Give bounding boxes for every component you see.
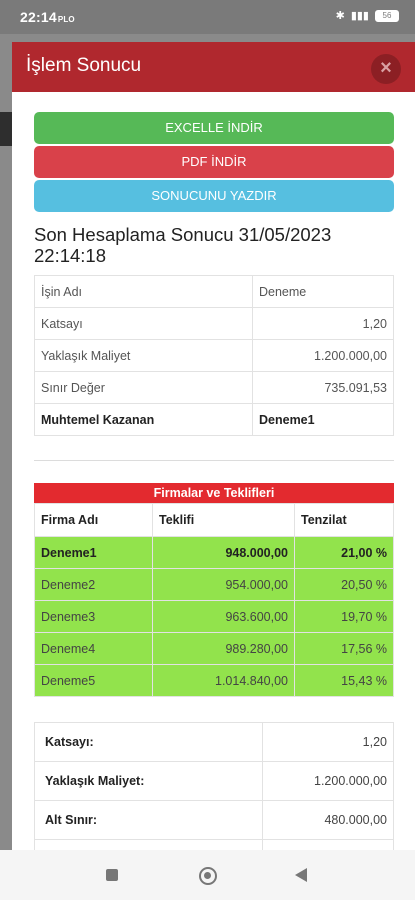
table-row — [35, 276, 394, 308]
battery-icon: 56 — [375, 10, 399, 22]
firm-discount: 19,70 % — [295, 601, 394, 633]
table-row — [35, 601, 394, 633]
firm-discount: 20,50 % — [295, 569, 394, 601]
print-button[interactable]: SONUCUNU YAZDIR — [34, 180, 394, 212]
column-header: Teklifi — [153, 504, 295, 537]
signal-icon: ▮▮▮ — [350, 10, 369, 22]
firm-offer: 989.280,00 — [153, 633, 295, 665]
firm-name: Deneme1 — [35, 537, 153, 569]
firm-name: Deneme3 — [35, 601, 153, 633]
close-button[interactable]: × — [371, 54, 401, 84]
table-row — [35, 633, 394, 665]
modal-title: İşlem Sonucu — [26, 55, 142, 76]
table-row — [35, 762, 394, 801]
divider — [34, 460, 394, 461]
column-header: Firma Adı — [35, 504, 153, 537]
stats-table — [34, 722, 394, 850]
summary-label: Muhtemel Kazanan — [35, 404, 253, 436]
firm-name: Deneme5 — [35, 665, 153, 697]
firm-discount: 21,00 % — [295, 537, 394, 569]
firm-discount: 15,43 % — [295, 665, 394, 697]
stat-value: 1.200.000,00 — [263, 762, 394, 801]
table-row — [35, 340, 394, 372]
summary-value: 1,20 — [253, 308, 394, 340]
stat-value — [263, 840, 394, 851]
summary-label: İşin Adı — [35, 276, 253, 308]
firm-offer: 963.600,00 — [153, 601, 295, 633]
recent-apps-icon[interactable] — [106, 869, 118, 881]
firm-name: Deneme4 — [35, 633, 153, 665]
table-row — [35, 723, 394, 762]
firms-table — [34, 503, 394, 697]
summary-value: Deneme — [253, 276, 394, 308]
stat-label: Yaklaşık Maliyet: — [35, 762, 263, 801]
summary-label: Katsayı — [35, 308, 253, 340]
firm-offer: 1.014.840,00 — [153, 665, 295, 697]
firm-offer: 954.000,00 — [153, 569, 295, 601]
table-row — [35, 840, 394, 851]
bluetooth-icon: ✱ — [335, 10, 345, 22]
summary-table — [34, 275, 394, 436]
summary-value: 735.091,53 — [253, 372, 394, 404]
stat-label: Katsayı: — [35, 723, 263, 762]
back-icon[interactable] — [295, 868, 307, 882]
status-icons — [336, 9, 399, 22]
column-header: Tenzilat — [295, 504, 394, 537]
summary-label: Sınır Değer — [35, 372, 253, 404]
table-row — [35, 308, 394, 340]
result-title: Son Hesaplama Sonucu 31/05/2023 22:14:18 — [34, 224, 332, 266]
table-row — [35, 404, 394, 436]
table-row — [35, 372, 394, 404]
status-bar — [0, 0, 415, 34]
summary-value: 1.200.000,00 — [253, 340, 394, 372]
summary-value: Deneme1 — [253, 404, 394, 436]
stat-label: Alt Sınır: — [35, 801, 263, 840]
pdf-download-button[interactable]: PDF İNDİR — [34, 146, 394, 178]
excel-download-button[interactable]: EXCELLE İNDİR — [34, 112, 394, 144]
table-header-row — [35, 504, 394, 537]
firm-offer: 948.000,00 — [153, 537, 295, 569]
result-modal — [12, 42, 415, 850]
modal-header — [12, 42, 415, 92]
table-row — [35, 665, 394, 697]
home-icon[interactable] — [199, 867, 217, 885]
status-time: 22:14PLO — [20, 9, 75, 25]
stat-value: 1,20 — [263, 723, 394, 762]
navigation-bar — [0, 850, 415, 900]
stat-value: 480.000,00 — [263, 801, 394, 840]
firm-name: Deneme2 — [35, 569, 153, 601]
stat-label — [35, 840, 263, 851]
table-row — [35, 801, 394, 840]
table-row — [35, 537, 394, 569]
table-row — [35, 569, 394, 601]
firms-header: Firmalar ve Teklifleri — [34, 483, 394, 503]
firm-discount: 17,56 % — [295, 633, 394, 665]
summary-label: Yaklaşık Maliyet — [35, 340, 253, 372]
